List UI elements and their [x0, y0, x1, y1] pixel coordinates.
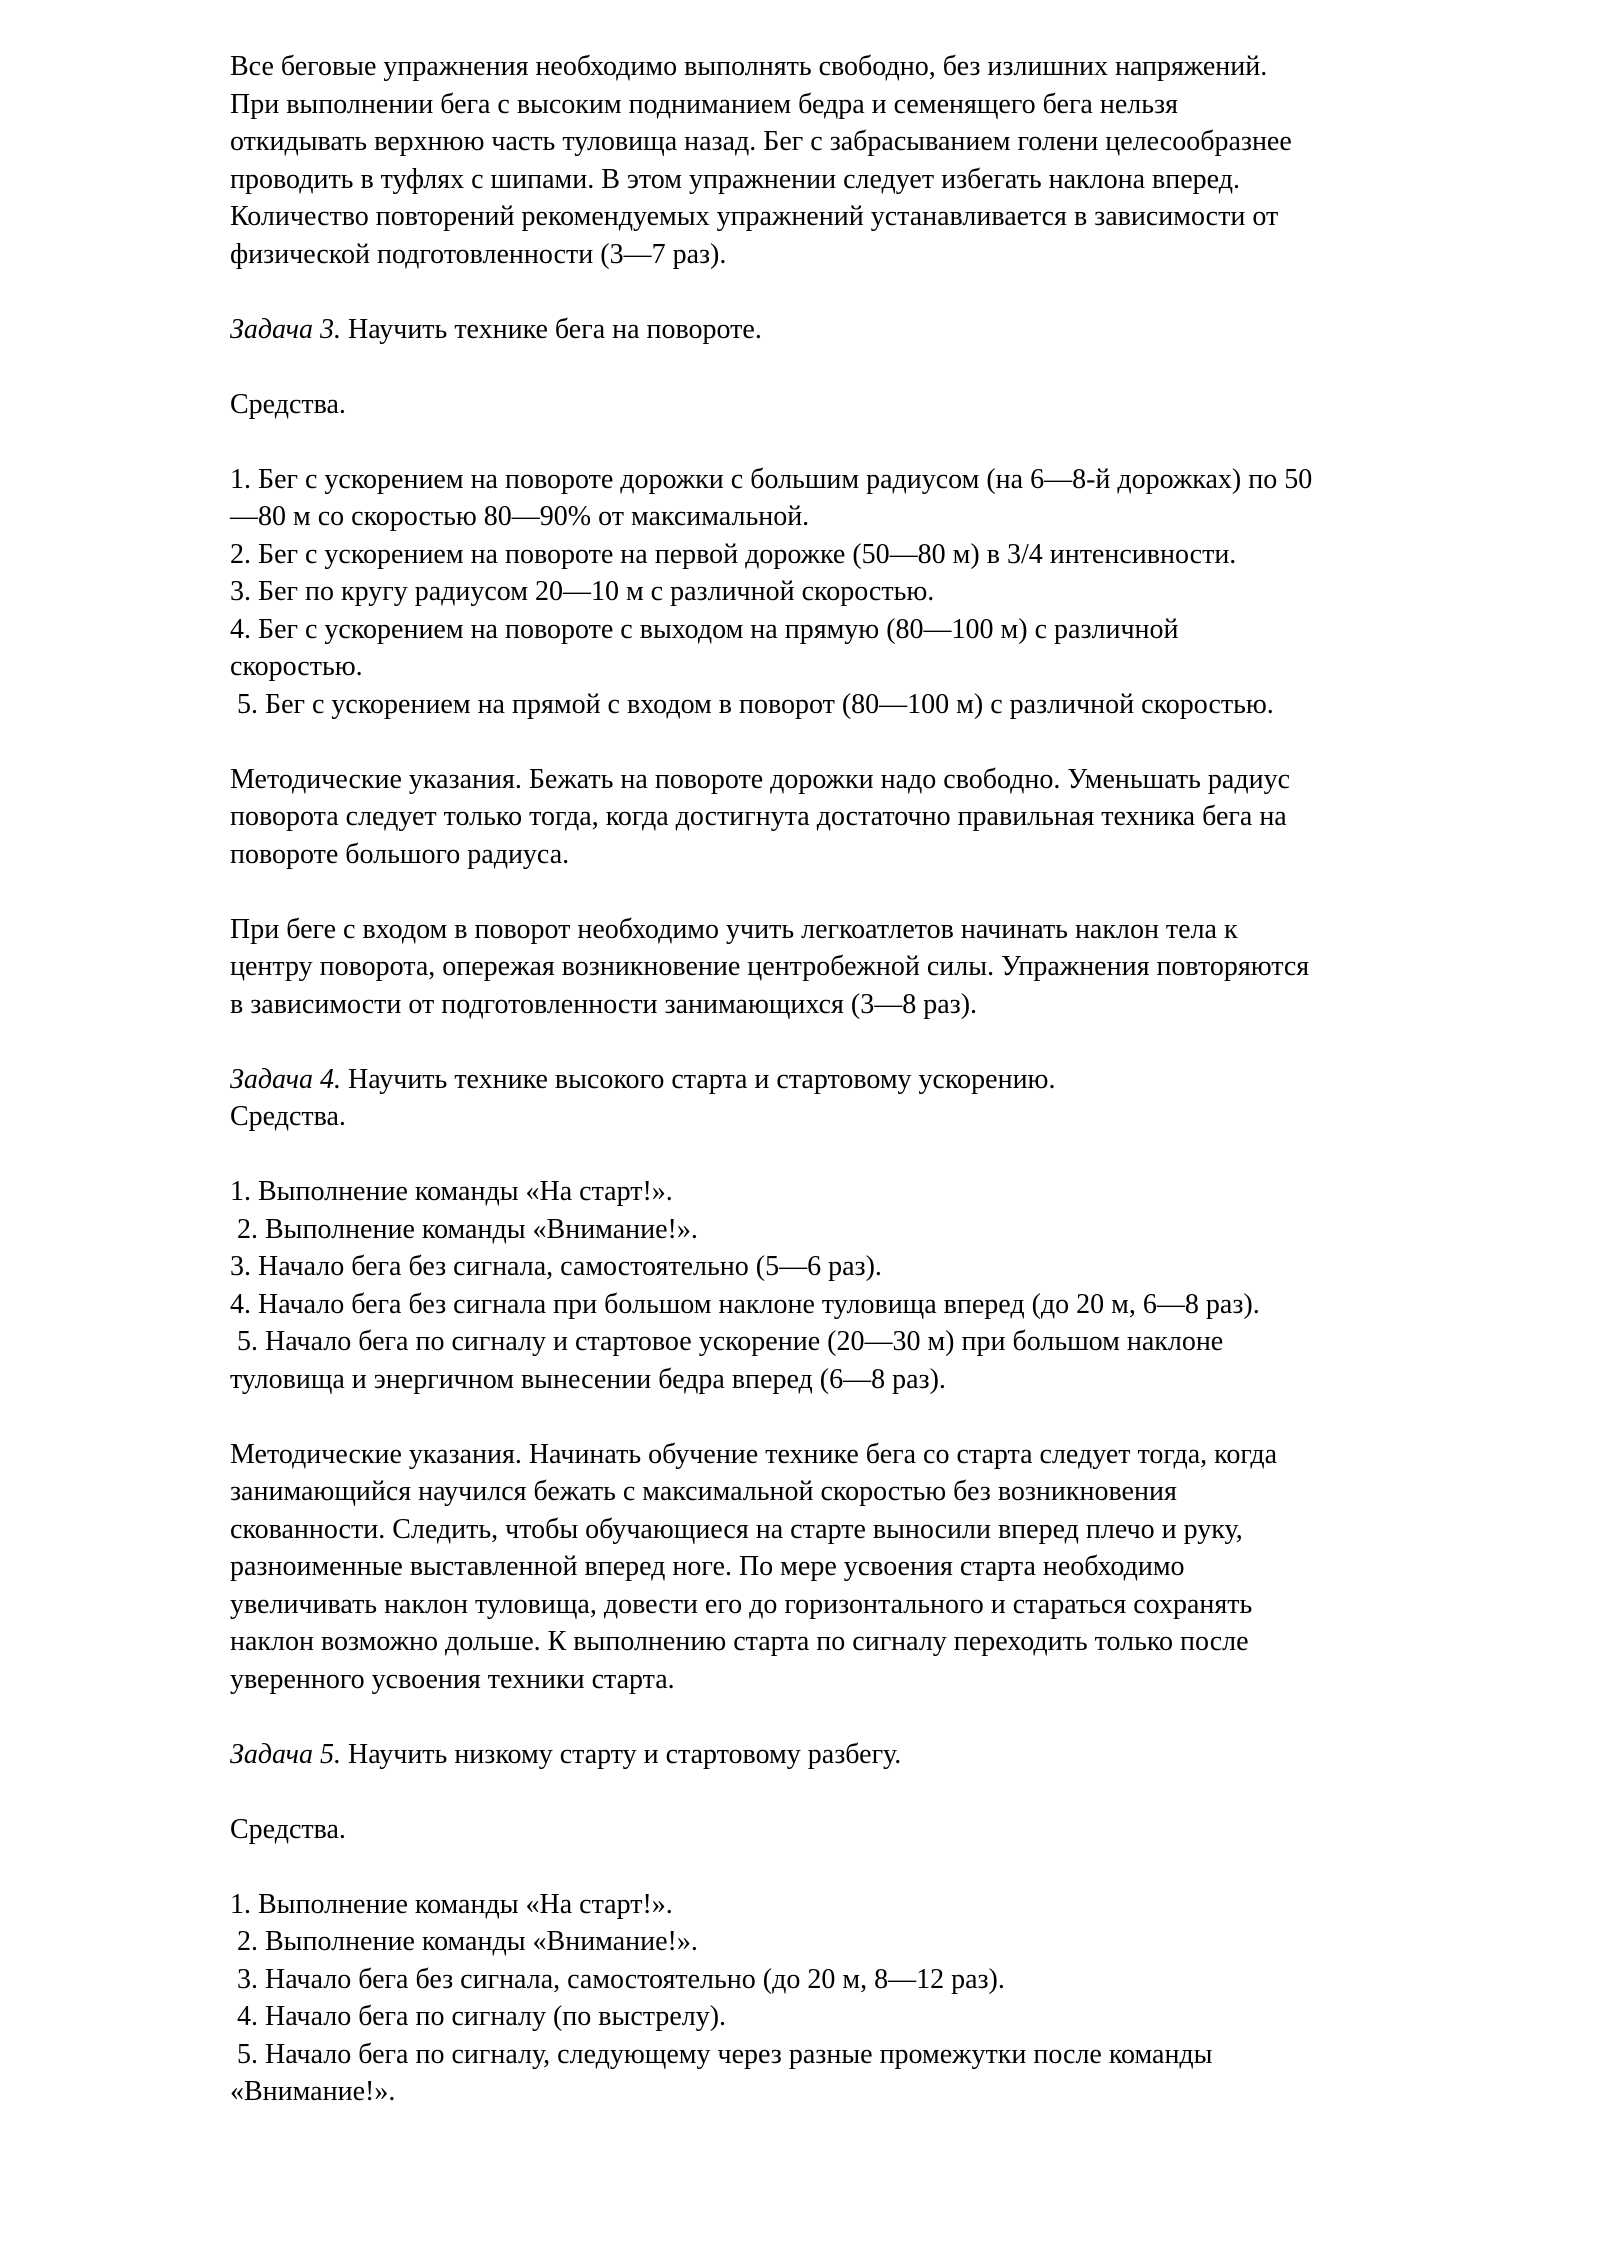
task4-heading [230, 1061, 1520, 1099]
task3-notes2-paragraph [230, 911, 1520, 1024]
text-line: Методические указания. Бежать на повороте дорожки надо свободно. Уменьшать радиус [230, 763, 1291, 795]
task5-text: Научить низкому старту и стартовому разбегу. [341, 1738, 902, 1770]
list-item: 5. Бег с ускорением на прямой с входом в поворот (80—100 м) с различной скоростью. [230, 688, 1274, 720]
task4-means: Средства. [230, 1101, 346, 1132]
task4-items [230, 1173, 1520, 1398]
text-line: повороте большого радиуса. [230, 838, 570, 870]
text-line: поворота следует только тогда, когда достигнута достаточно правильная техника бега на [230, 801, 1287, 832]
task4-text: Научить технике высокого старта и стартовому ускорению. [341, 1063, 1056, 1095]
task4-label: Задача 4. [230, 1063, 342, 1095]
task3-text: Научить технике бега на повороте. [341, 313, 762, 345]
text-line: скованности. Следить, чтобы обучающиеся на старте выносили вперед плечо и руку, [230, 1513, 1243, 1545]
task5-items [230, 1886, 1520, 2111]
document-page [230, 48, 1520, 2111]
text-line: Все беговые упражнения необходимо выполнять свободно, без излишних напряжений. [230, 51, 1268, 82]
list-item: «Внимание!». [230, 2076, 396, 2107]
list-item: 1. Выполнение команды «На старт!». [230, 1888, 673, 1920]
task5-label: Задача 5. [230, 1738, 342, 1770]
text-line: центру поворота, опережая возникновение центробежной силы. Упражнения повторяются [230, 951, 1310, 982]
text-line: откидывать верхнюю часть туловища назад. Бег с забрасыванием голени целесообразнее [230, 126, 1292, 157]
list-item: туловища и энергичном вынесении бедра вперед (6—8 раз). [230, 1363, 946, 1395]
task3-label: Задача 3. [230, 313, 342, 345]
list-item: 5. Начало бега по сигналу, следующему через разные промежутки после команды [230, 2038, 1213, 2070]
text-line: увеличивать наклон туловища, довести его до горизонтального и стараться сохранять [230, 1588, 1253, 1620]
list-item: 5. Начало бега по сигналу и стартовое ускорение (20—30 м) при большом наклоне [230, 1326, 1224, 1357]
list-item: 4. Начало бега без сигнала при большом наклоне туловища вперед (до 20 м, 6—8 раз). [230, 1288, 1260, 1320]
list-item: 1. Бег с ускорением на повороте дорожки с большим радиусом (на 6—8-й дорожках) по 50 [230, 463, 1313, 495]
task5-means: Средства. [230, 1813, 346, 1845]
text-line: Количество повторений рекомендуемых упражнений устанавливается в зависимости от [230, 201, 1279, 232]
task4-notes-paragraph [230, 1436, 1520, 1699]
list-item: 2. Выполнение команды «Внимание!». [230, 1213, 698, 1245]
intro-paragraph [230, 48, 1520, 273]
list-item: 4. Начало бега по сигналу (по выстрелу). [230, 2001, 727, 2032]
text-line: проводить в туфлях с шипами. В этом упражнении следует избегать наклона вперед. [230, 163, 1240, 195]
text-line: в зависимости от подготовленности занимающихся (3—8 раз). [230, 988, 978, 1020]
task3-items [230, 461, 1520, 724]
text-line: Методические указания. Начинать обучение технике бега со старта следует тогда, когда [230, 1438, 1278, 1470]
text-line: уверенного усвоения техники старта. [230, 1663, 675, 1695]
list-item: 2. Выполнение команды «Внимание!». [230, 1926, 698, 1957]
text-line: физической подготовленности (3—7 раз). [230, 238, 727, 270]
list-item: скоростью. [230, 651, 363, 682]
task3-notes-paragraph [230, 761, 1520, 874]
list-item: 2. Бег с ускорением на повороте на первой дорожке (50—80 м) в 3/4 интенсивности. [230, 538, 1237, 570]
list-item: 3. Начало бега без сигнала, самостоятельно (до 20 м, 8—12 раз). [230, 1963, 1005, 1995]
list-item: 1. Выполнение команды «На старт!». [230, 1176, 673, 1207]
text-line: При выполнении бега с высоким подниманием бедра и семенящего бега нельзя [230, 88, 1178, 120]
text-line: разноименные выставленной вперед ноге. По мере усвоения старта необходимо [230, 1551, 1185, 1582]
task3-heading [230, 311, 1520, 349]
text-line: наклон возможно дольше. К выполнению старта по сигналу переходить только после [230, 1626, 1249, 1657]
list-item: 4. Бег с ускорением на повороте с выходом на прямую (80—100 м) с различной [230, 613, 1179, 645]
list-item: 3. Бег по кругу радиусом 20—10 м с различной скоростью. [230, 576, 935, 607]
text-line: занимающийся научился бежать с максимальной скоростью без возникновения [230, 1476, 1177, 1507]
task5-heading [230, 1736, 1520, 1774]
text-line: При беге с входом в поворот необходимо учить легкоатлетов начинать наклон тела к [230, 913, 1238, 945]
list-item: —80 м со скоростью 80—90% от максимальной. [230, 501, 810, 532]
list-item: 3. Начало бега без сигнала, самостоятельно (5—6 раз). [230, 1251, 882, 1282]
task3-means: Средства. [230, 388, 346, 420]
